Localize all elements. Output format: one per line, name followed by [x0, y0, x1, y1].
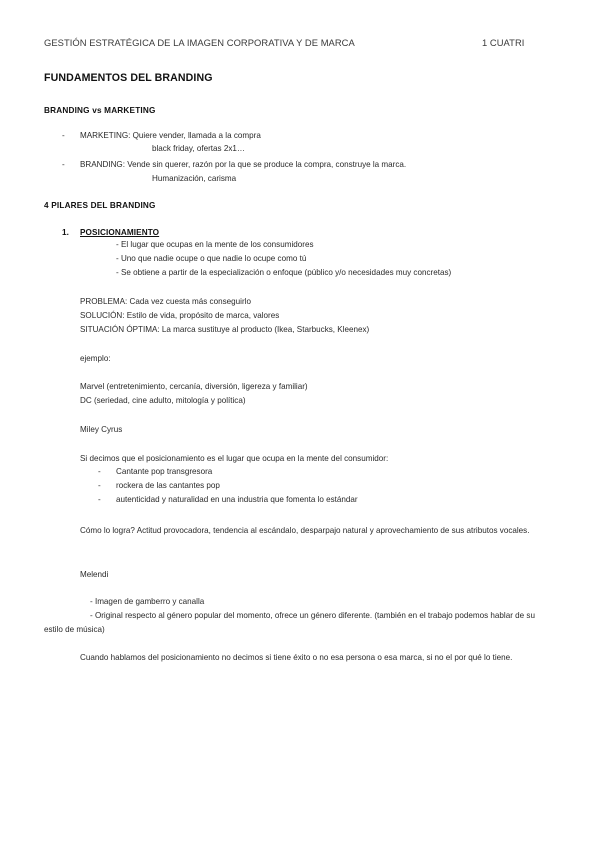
miley-label: Miley Cyrus	[80, 425, 123, 434]
miley-point: rockera de las cantantes pop	[116, 481, 220, 490]
miley-point: Cantante pop transgresora	[116, 467, 213, 476]
bullet-marker: -	[98, 467, 101, 476]
miley-point: autenticidad y naturalidad en una industria que fomenta lo estándar	[116, 495, 358, 504]
solucion-line: SOLUCIÓN: Estilo de vida, propósito de marca, valores	[80, 311, 280, 320]
bullet-marker: -	[98, 495, 101, 504]
marketing-definition: MARKETING: Quiere vender, llamada a la compra	[80, 131, 261, 140]
problema-line: PROBLEMA: Cada vez cuesta más conseguirlo	[80, 297, 251, 306]
header-course-title: GESTIÓN ESTRATÉGICA DE LA IMAGEN CORPORATIVA Y DE MARCA	[44, 37, 355, 48]
si-decimos-line: Si decimos que el posicionamiento es el lugar que ocupa en la mente del consumidor:	[80, 454, 389, 463]
bullet-marker: -	[62, 131, 65, 140]
pillar-point: - Se obtiene a partir de la especialización o enfoque (público y/o necesidades muy concretas)	[116, 268, 452, 277]
pillar-title-posicionamiento: POSICIONAMIENTO	[80, 228, 160, 237]
bullet-marker: -	[62, 160, 65, 169]
document-title: FUNDAMENTOS DEL BRANDING	[44, 72, 213, 84]
branding-definition: BRANDING: Vende sin querer, razón por la que se produce la compra, construye la marca.	[80, 160, 407, 169]
marvel-line: Marvel (entretenimiento, cercanía, diversión, ligereza y familiar)	[80, 382, 308, 391]
dc-line: DC (seriedad, cine adulto, mitología y política)	[80, 396, 246, 405]
melendi-label: Melendi	[80, 570, 109, 579]
section-heading-4-pilares: 4 PILARES DEL BRANDING	[44, 201, 156, 210]
melendi-point: - Original respecto al género popular del momento, ofrece un género diferente. (también en el trabajo podemos hablar de su estilo de música)	[44, 611, 535, 634]
marketing-examples: black friday, ofertas 2x1…	[152, 144, 245, 153]
header-term: 1 CUATRI	[482, 37, 525, 48]
cuando-hablamos-paragraph: Cuando hablamos del posicionamiento no decimos si tiene éxito o no esa persona o esa marca, si no el por qué lo tiene.	[80, 653, 513, 662]
bullet-marker: -	[98, 481, 101, 490]
situacion-optima-line: SITUACIÓN ÓPTIMA: La marca sustituye al producto (Ikea, Starbucks, Kleenex)	[80, 325, 370, 334]
melendi-point: - Imagen de gamberro y canalla	[90, 597, 205, 606]
pillar-point: - El lugar que ocupas en la mente de los consumidores	[116, 240, 314, 249]
pillar-number: 1.	[62, 228, 70, 237]
pillar-point: - Uno que nadie ocupe o que nadie lo ocupe como tú	[116, 254, 307, 263]
branding-traits: Humanización, carisma	[152, 174, 237, 183]
section-heading-branding-vs-marketing: BRANDING vs MARKETING	[44, 106, 156, 115]
como-lo-logra-paragraph: Cómo lo logra? Actitud provocadora, tendencia al escándalo, desparpajo natural y aprovechamiento de sus atributos vocales.	[80, 526, 530, 535]
ejemplo-label: ejemplo:	[80, 354, 111, 363]
